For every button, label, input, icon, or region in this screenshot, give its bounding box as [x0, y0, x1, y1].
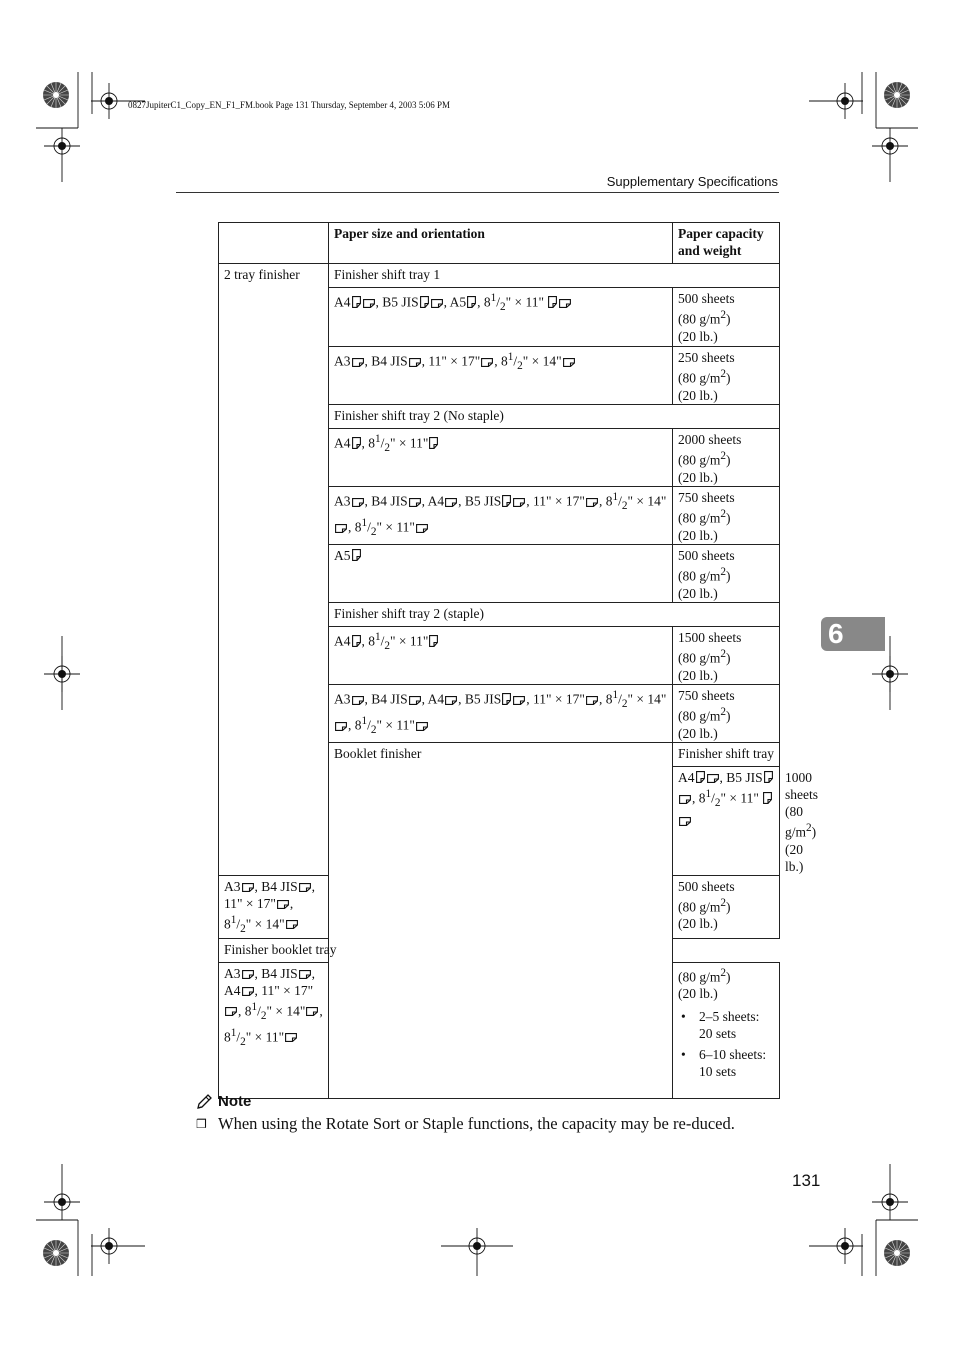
landscape-orientation-icon	[352, 358, 364, 367]
table-row	[219, 264, 780, 288]
paper-size-cell: A3 , B4 JIS , A4 , 11" × 17" , $8^1/_2$" × 14" , $8^1/_2$" × 11"	[219, 962, 329, 1098]
capacity-cell: 250 sheets (80 $g/m^2$) (20 lb.)	[673, 347, 780, 405]
landscape-orientation-icon	[431, 299, 443, 308]
paper-size-cell: A5	[329, 545, 673, 603]
list-item: • 6–10 sheets: 10 sets	[699, 1046, 774, 1080]
landscape-orientation-icon	[335, 722, 347, 731]
table-header-row	[219, 223, 780, 264]
capacity-cell: 500 sheets (80 $g/m^2$) (20 lb.)	[673, 875, 780, 938]
portrait-orientation-icon	[548, 296, 557, 308]
landscape-orientation-icon	[299, 883, 311, 892]
landscape-orientation-icon	[352, 696, 364, 705]
portrait-orientation-icon	[352, 296, 361, 308]
paper-size-cell: A4 , B5 JIS , A5 , $8^1/_2$" × 11"	[329, 288, 673, 347]
paper-size-cell: A4 , $8^1/_2$" × 11"	[329, 627, 673, 685]
portrait-orientation-icon	[502, 495, 511, 507]
landscape-orientation-icon	[409, 696, 421, 705]
portrait-orientation-icon	[352, 635, 361, 647]
portrait-orientation-icon	[696, 771, 705, 783]
landscape-orientation-icon	[416, 524, 428, 533]
booklet-set-list	[678, 1008, 774, 1080]
portrait-orientation-icon	[352, 549, 361, 561]
table-row: A4 , B5 JIS , $8^1/_2$" × 11" 1000 sheets (80 $g/m^2$) (20 lb.)	[219, 767, 780, 876]
portrait-orientation-icon	[352, 437, 361, 449]
table-header	[219, 223, 329, 264]
landscape-orientation-icon	[445, 498, 457, 507]
portrait-orientation-icon	[764, 771, 773, 783]
page-number: 131	[792, 1171, 821, 1190]
section-label: Finisher shift tray 1	[329, 264, 780, 288]
print-slug: 0827JupiterC1_Copy_EN_F1_FM.book Page 131 Thursday, September 4, 2003 5:06 PM	[128, 100, 450, 110]
landscape-orientation-icon	[242, 970, 254, 979]
landscape-orientation-icon	[225, 1007, 237, 1016]
landscape-orientation-icon	[416, 722, 428, 731]
list-item: • 2–5 sheets: 20 sets	[699, 1008, 774, 1042]
note-heading: Note	[218, 1093, 252, 1110]
portrait-orientation-icon	[467, 296, 476, 308]
section-label: Finisher shift tray	[673, 743, 780, 767]
landscape-orientation-icon	[409, 358, 421, 367]
paper-size-cell: A3 , B4 JIS , 11" × 17" , $8^1/_2$" × 14"	[329, 347, 673, 405]
landscape-orientation-icon	[563, 358, 575, 367]
portrait-orientation-icon	[429, 437, 438, 449]
landscape-orientation-icon	[513, 498, 525, 507]
pencil-note-icon	[196, 1092, 214, 1110]
capacity-cell: 500 sheets (80 $g/m^2$) (20 lb.)	[673, 545, 780, 603]
table-row	[219, 938, 780, 962]
portrait-orientation-icon	[502, 693, 511, 705]
portrait-orientation-icon	[429, 635, 438, 647]
chapter-tab: 6	[821, 617, 885, 651]
table-header: Paper size and orientation	[329, 223, 673, 264]
landscape-orientation-icon	[242, 987, 254, 996]
landscape-orientation-icon	[285, 1033, 297, 1042]
capacity-cell: 1500 sheets (80 $g/m^2$) (20 lb.)	[673, 627, 780, 685]
checkbox-icon: ❒	[196, 1117, 207, 1131]
landscape-orientation-icon	[481, 358, 493, 367]
table-header: Paper capacity and weight	[673, 223, 780, 264]
landscape-orientation-icon	[286, 920, 298, 929]
landscape-orientation-icon	[445, 696, 457, 705]
capacity-cell: 500 sheets (80 $g/m^2$) (20 lb.)	[673, 288, 780, 347]
landscape-orientation-icon	[586, 498, 598, 507]
landscape-orientation-icon	[409, 498, 421, 507]
landscape-orientation-icon	[559, 299, 571, 308]
landscape-orientation-icon	[242, 883, 254, 892]
note-text: When using the Rotate Sort or Staple functions, the capacity may be re-duced.	[218, 1114, 735, 1133]
finisher-type-booklet: Booklet finisher	[329, 743, 673, 1099]
landscape-orientation-icon	[335, 524, 347, 533]
finisher-type-2tray: 2 tray finisher	[219, 264, 329, 876]
landscape-orientation-icon	[363, 299, 375, 308]
paper-size-cell: A4 , B5 JIS , $8^1/_2$" × 11"	[673, 767, 780, 876]
section-label: Finisher booklet tray	[219, 938, 673, 962]
landscape-orientation-icon	[299, 970, 311, 979]
portrait-orientation-icon	[420, 296, 429, 308]
section-label: Finisher shift tray 2 (No staple)	[329, 405, 780, 429]
section-label: Finisher shift tray 2 (staple)	[329, 603, 780, 627]
landscape-orientation-icon	[679, 795, 691, 804]
capacity-cell: 750 sheets (80 $g/m^2$) (20 lb.)	[673, 487, 780, 545]
header-rule	[176, 192, 779, 193]
paper-size-cell: A3 , B4 JIS , A4 , B5 JIS , 11" × 17" , $8^1/_2$" × 14" , $8^1/_2$" × 11"	[329, 685, 673, 743]
landscape-orientation-icon	[679, 817, 691, 826]
landscape-orientation-icon	[352, 498, 364, 507]
paper-size-cell: A3 , B4 JIS , 11" × 17" , $8^1/_2$" × 14"	[219, 875, 329, 938]
landscape-orientation-icon	[277, 900, 289, 909]
capacity-cell: (80 $g/m^2$) (20 lb.) • 2–5 sheets: 20 sets • 6–10 sheets: 10 sets	[673, 962, 780, 1098]
capacity-cell: 2000 sheets (80 $g/m^2$) (20 lb.)	[673, 429, 780, 487]
landscape-orientation-icon	[513, 696, 525, 705]
spec-table	[218, 222, 818, 1099]
paper-size-cell: A3 , B4 JIS , A4 , B5 JIS , 11" × 17" , $8^1/_2$" × 14" , $8^1/_2$" × 11"	[329, 487, 673, 545]
landscape-orientation-icon	[586, 696, 598, 705]
portrait-orientation-icon	[763, 792, 772, 804]
landscape-orientation-icon	[707, 774, 719, 783]
running-head: Supplementary Specifications	[606, 174, 778, 189]
landscape-orientation-icon	[306, 1007, 318, 1016]
paper-size-cell: A4 , $8^1/_2$" × 11"	[329, 429, 673, 487]
capacity-cell: 750 sheets (80 $g/m^2$) (20 lb.)	[673, 685, 780, 743]
